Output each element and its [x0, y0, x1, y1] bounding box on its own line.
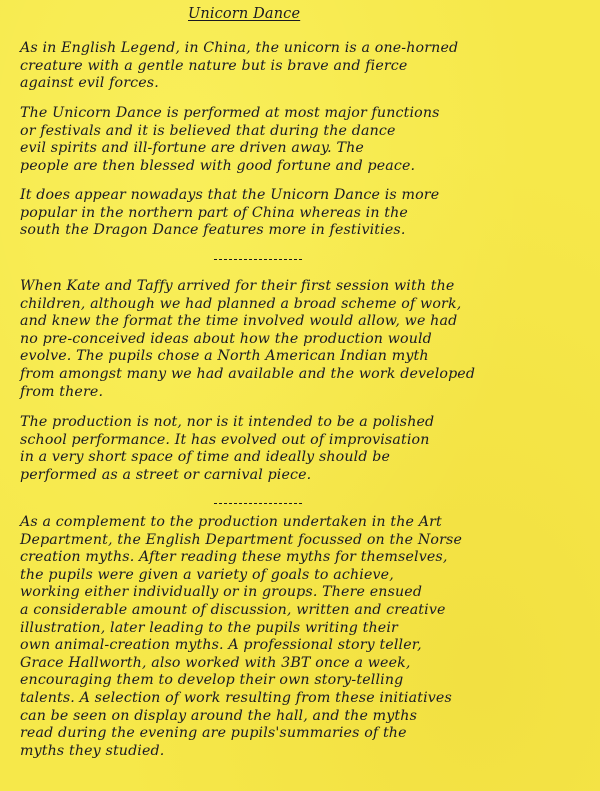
text-line: The production is not, nor is it intended to be a polished — [20, 414, 435, 430]
text-line: read during the evening are pupils'summaries of the — [20, 725, 407, 742]
text-line: It does appear nowadays that the Unicorn Dance is more — [20, 187, 440, 203]
text-line: performed as a street or carnival piece. — [20, 466, 312, 483]
text-line: talents. A selection of work resulting from these initiatives — [20, 689, 452, 706]
text-line: no pre-conceived ideas about how the production would — [20, 330, 432, 347]
text-line: encouraging them to develop their own story-telling — [20, 672, 404, 689]
text-line: Department, the English Department focussed on the Norse — [20, 531, 462, 548]
text-line: creature with a gentle nature but is brave and fierce — [20, 57, 408, 74]
paragraph-unicorn-legend — [20, 40, 595, 93]
text-line: illustration, later leading to the pupils writing their — [20, 619, 398, 636]
text-line: popular in the northern part of China whereas in the — [20, 204, 408, 221]
text-line: against evil forces. — [20, 75, 159, 92]
text-line: own animal-creation myths. A professional story teller, — [20, 637, 422, 654]
paragraph-first-session — [20, 278, 595, 401]
text-line: south the Dragon Dance features more in festivities. — [20, 222, 406, 239]
text-line: When Kate and Taffy arrived for their first session with the — [20, 278, 455, 294]
section-divider — [214, 259, 302, 260]
paragraph-english-department — [20, 514, 595, 760]
text-line: can be seen on display around the hall, and the myths — [20, 707, 418, 724]
text-line: The Unicorn Dance is performed at most major functions — [20, 105, 440, 121]
paragraph-production-nature — [20, 414, 595, 484]
text-line: in a very short space of time and ideally should be — [20, 449, 391, 466]
paragraph-unicorn-dance-performance — [20, 105, 595, 175]
text-line: people are then blessed with good fortune and peace. — [20, 157, 416, 174]
text-line: creation myths. After reading these myths for themselves, — [20, 549, 448, 566]
page-title: Unicorn Dance — [188, 6, 301, 22]
text-line: and knew the format the time involved would allow, we had — [20, 313, 458, 330]
text-line: Grace Hallworth, also worked with 3BT once a week, — [20, 654, 411, 671]
text-line: or festivals and it is believed that during the dance — [20, 122, 396, 139]
text-line: As a complement to the production undertaken in the Art — [20, 514, 442, 530]
text-line: working either individually or in groups. There ensued — [20, 584, 423, 601]
text-line: As in English Legend, in China, the unicorn is a one-horned — [20, 40, 459, 56]
text-line: evolve. The pupils chose a North American Indian myth — [20, 348, 429, 365]
section-divider — [214, 503, 302, 504]
text-line: myths they studied. — [20, 742, 165, 759]
text-line: a considerable amount of discussion, written and creative — [20, 601, 446, 618]
text-line: evil spirits and ill-fortune are driven away. The — [20, 140, 364, 157]
text-line: the pupils were given a variety of goals to achieve, — [20, 566, 394, 583]
paragraph-unicorn-dance-popularity — [20, 187, 595, 240]
text-line: from amongst many we had available and the work developed — [20, 365, 476, 382]
text-line: school performance. It has evolved out of improvisation — [20, 431, 430, 448]
text-line: children, although we had planned a broad scheme of work, — [20, 295, 462, 312]
text-line: from there. — [20, 383, 104, 400]
